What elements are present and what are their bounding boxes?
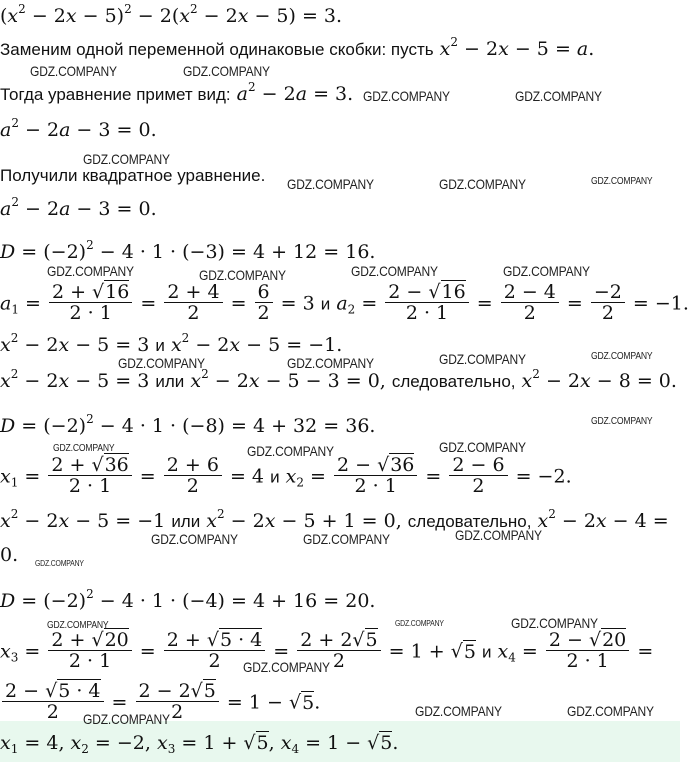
watermark: GDZ.COMPANY xyxy=(511,615,598,631)
watermark: GDZ.COMPANY xyxy=(247,443,334,459)
and-word: и xyxy=(155,336,165,355)
new-form-line: Тогда уравнение примет вид: $a^2 - 2a = 3$. xyxy=(0,80,354,105)
watermark: GDZ.COMPANY xyxy=(591,176,653,187)
watermark: GDZ.COMPANY xyxy=(243,659,330,675)
watermark: GDZ.COMPANY xyxy=(395,619,444,628)
quadratic-a: $a^2 - 2a - 3 = 0$. xyxy=(0,116,157,141)
roots-x3-x4: $x_3$ = $\frac{2 + √20}{2 \cdot 1}$ = $\frac{2 + √5 \cdot 4}{2}$ = $\frac{2 + 2√5}{2}$ = 1 + √5 и $x_4$ = $\frac{2 - √20}{2 \cdot 1}$ = xyxy=(0,629,654,672)
watermark: GDZ.COMPANY xyxy=(439,439,526,455)
watermark: GDZ.COMPANY xyxy=(53,443,115,454)
watermark: GDZ.COMPANY xyxy=(363,88,450,104)
quadratic-text: Получили квадратное уравнение. xyxy=(0,166,266,185)
watermark: GDZ.COMPANY xyxy=(503,263,590,279)
watermark: GDZ.COMPANY xyxy=(118,355,205,371)
and-word: и xyxy=(320,294,331,314)
watermark: GDZ.COMPANY xyxy=(83,711,170,727)
watermark: GDZ.COMPANY xyxy=(415,703,502,719)
watermark: GDZ.COMPANY xyxy=(591,416,653,427)
new-form-text: Тогда уравнение примет вид: xyxy=(0,85,231,104)
watermark: GDZ.COMPANY xyxy=(83,151,170,167)
substitution-text: Заменим одной переменной одинаковые скобки: пусть xyxy=(0,40,434,59)
watermark: GDZ.COMPANY xyxy=(183,63,270,79)
and-word: и xyxy=(481,642,492,662)
equation-original: $(x^2 - 2x - 5)^2 - 2(x^2 - 2x - 5) = 3$. xyxy=(0,2,343,27)
watermark: GDZ.COMPANY xyxy=(35,559,84,568)
watermark: GDZ.COMPANY xyxy=(455,527,542,543)
root-x4-cont: $\frac{2 - √5 \cdot 4}{2}$ = $\frac{2 - 2√5}{2}$ = 1 − √5. xyxy=(0,683,320,724)
back-substitution: $x^2 - 2x - 5 = 3$ и $x^2 - 2x - 5 = -1$. xyxy=(0,331,343,356)
watermark: GDZ.COMPANY xyxy=(567,703,654,719)
case-2: $x^2 - 2x - 5 = -1$ или $x^2 - 2x - 5 + 1 = 0$, следовательно, $x^2 - 2x - 4$ = xyxy=(0,507,669,532)
watermark: GDZ.COMPANY xyxy=(47,620,109,631)
watermark: GDZ.COMPANY xyxy=(303,531,390,547)
discriminant-2: $D = (-2)^2 - 4 \cdot 1 \cdot (-8) = 4 + 32 = 36$. xyxy=(0,412,376,437)
watermark: GDZ.COMPANY xyxy=(47,263,134,279)
watermark: GDZ.COMPANY xyxy=(199,267,286,283)
or-word: или xyxy=(155,372,185,391)
watermark: GDZ.COMPANY xyxy=(439,176,526,192)
case-2-end: 0. xyxy=(0,544,19,566)
discriminant-3: $D = (-2)^2 - 4 \cdot 1 \cdot (-4) = 4 + 16 = 20$. xyxy=(0,587,376,612)
watermark: GDZ.COMPANY xyxy=(30,63,117,79)
final-answer: $x_1 = 4$, $x_2 = -2$, $x_3 = 1 + √5$, $x_4 = 1 - √5$. xyxy=(0,732,399,756)
watermark: GDZ.COMPANY xyxy=(591,351,653,362)
and-word: и xyxy=(270,467,280,487)
discriminant-1: $D = (-2)^2 - 4 \cdot 1 \cdot (-3) = 4 + 12 = 16$. xyxy=(0,238,376,263)
roots-x1-x2: $x_1$ = $\frac{2 + √36}{2 \cdot 1}$ = $\frac{2 + 6}{2}$ = 4 и $x_2$ = $\frac{2 - √36}{2 \cdot 1}$ = $\frac{2 - 6}{2}$ = −2. xyxy=(0,454,572,497)
therefore-word: следовательно, xyxy=(391,372,516,391)
case-1: $x^2 - 2x - 5 = 3$ или $x^2 - 2x - 5 - 3 = 0$, следовательно, $x^2 - 2x - 8 = 0$. xyxy=(0,367,677,392)
watermark: GDZ.COMPANY xyxy=(351,263,438,279)
watermark: GDZ.COMPANY xyxy=(439,351,526,367)
substitution-line: Заменим одной переменной одинаковые скобки: пусть $x^2 - 2x - 5 = a$. xyxy=(0,35,595,60)
roots-a: $a_1$ = $\frac{2 + √16}{2 \cdot 1}$ = $\frac{2 + 4}{2}$ = $\frac{6}{2}$ = 3 и $a_2$ = $\frac{2 - √16}{2 \cdot 1}$ = $\frac{2 - 4}{2}$ = $\frac{-2}{2}$ = −1. xyxy=(0,281,689,324)
or-word: или xyxy=(171,512,201,531)
watermark: GDZ.COMPANY xyxy=(151,531,238,547)
watermark: GDZ.COMPANY xyxy=(515,88,602,104)
quadratic-a-repeat: $a^2 - 2a - 3 = 0$. xyxy=(0,195,157,220)
watermark: GDZ.COMPANY xyxy=(287,176,374,192)
therefore-word: следовательно, xyxy=(407,512,532,531)
watermark: GDZ.COMPANY xyxy=(287,355,374,371)
